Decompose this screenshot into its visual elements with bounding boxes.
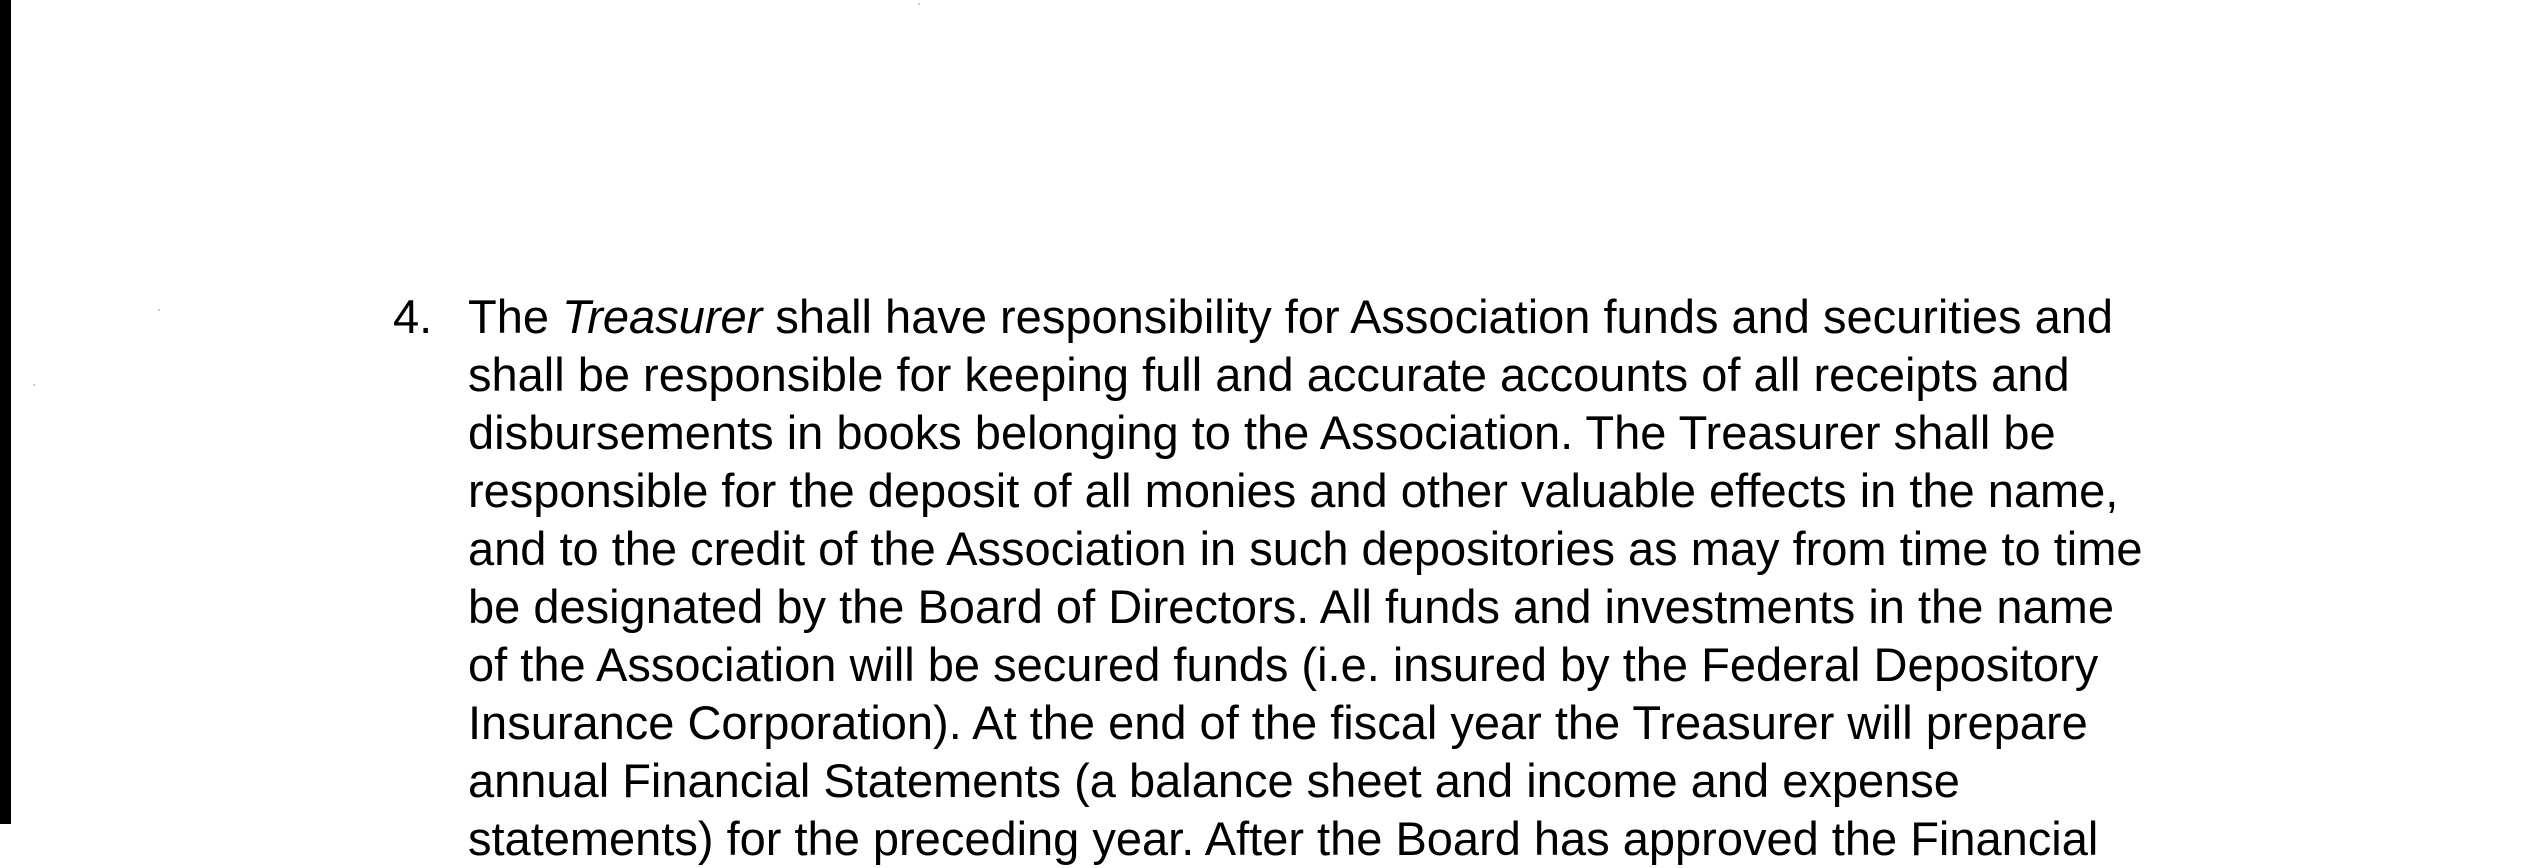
- text-line-8: Insurance Corporation). At the end of the fiscal year the Treasurer will prepare: [468, 696, 2088, 749]
- list-item-number: 4.: [393, 290, 433, 343]
- text-line-6: be designated by the Board of Directors. All funds and investments in the name: [468, 580, 2114, 633]
- text-line-1: [468, 288, 2288, 346]
- text-line-1-lead: The: [468, 290, 563, 343]
- text-line-2: shall be responsible for keeping full and accurate accounts of all receipts and: [468, 348, 2070, 401]
- text-line-1-rest: shall have responsibility for Association funds and securities and: [762, 290, 2113, 343]
- text-line-4: responsible for the deposit of all monies and other valuable effects in the name,: [468, 464, 2119, 517]
- scan-left-border: [0, 0, 11, 824]
- text-line-5: and to the credit of the Association in such depositories as may from time to time: [468, 522, 2143, 575]
- text-line-10: statements) for the preceding year. After the Board has approved the Financial: [468, 812, 2099, 865]
- scan-speck: [158, 309, 160, 311]
- text-line-9: annual Financial Statements (a balance sheet and income and expense: [468, 754, 1960, 807]
- text-line-7: of the Association will be secured funds (i.e. insured by the Federal Depository: [468, 638, 2099, 691]
- treasurer-term: Treasurer: [562, 290, 763, 343]
- list-item-text: [468, 288, 2288, 868]
- text-line-3: disbursements in books belonging to the Association. The Treasurer shall be: [468, 406, 2056, 459]
- scan-speck: [918, 3, 920, 5]
- scan-speck: [33, 384, 35, 386]
